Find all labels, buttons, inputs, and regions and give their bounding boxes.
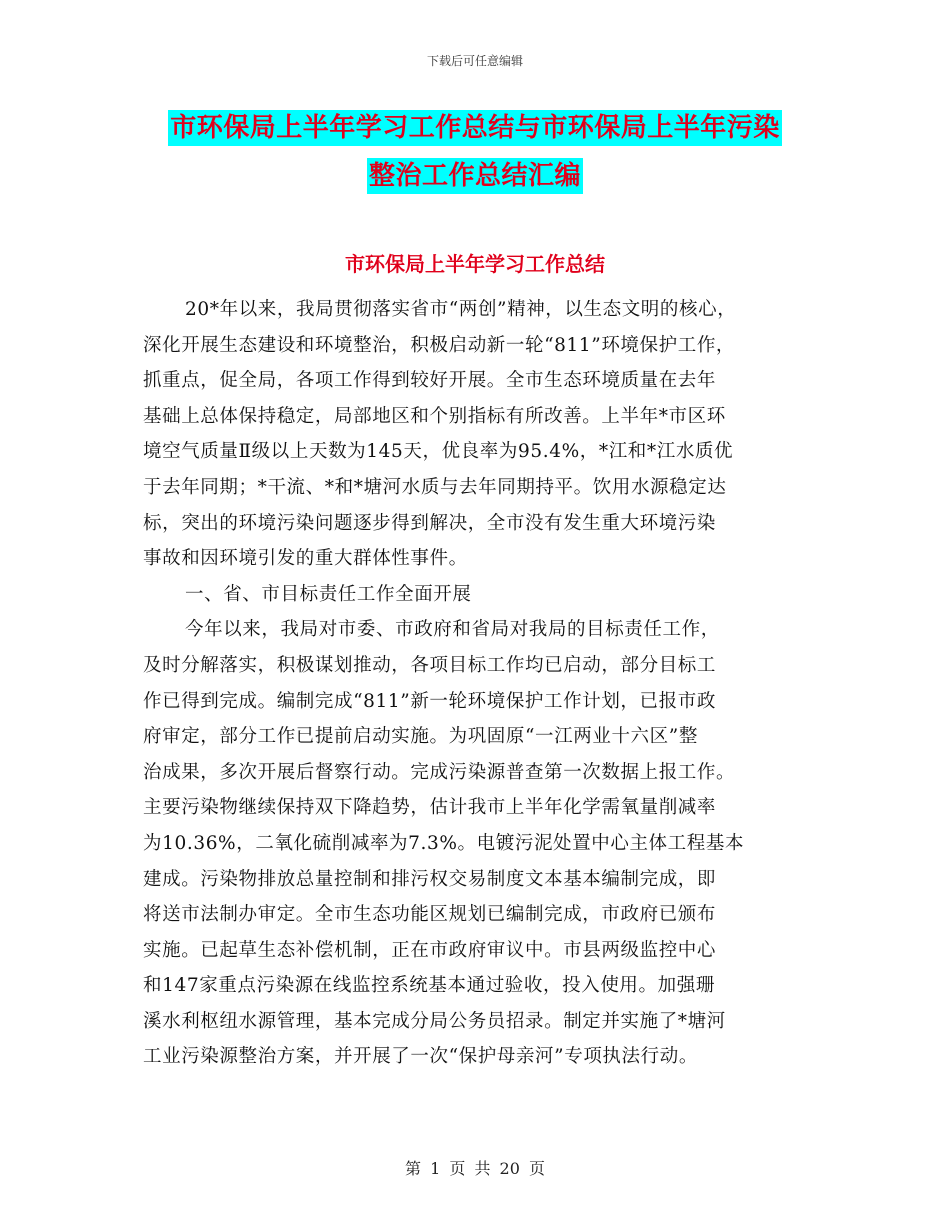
paragraph-line: 作已得到完成。编制完成“811”新一轮环境保护工作计划，已报市政 bbox=[143, 690, 716, 712]
paragraph-line: 建成。污染物排放总量控制和排污权交易制度文本基本编制完成，即 bbox=[143, 868, 717, 890]
paragraph-line: 治成果，多次开展后督察行动。完成污染源普查第一次数据上报工作。 bbox=[143, 761, 736, 783]
paragraph-line: 基础上总体保持稳定，局部地区和个别指标有所改善。上半年*市区环 bbox=[143, 405, 726, 427]
section-title: 市环保局上半年学习工作总结 bbox=[345, 252, 605, 276]
paragraph-line: 抓重点，促全局，各项工作得到较好开展。全市生态环境质量在去年 bbox=[143, 370, 717, 392]
subheading-line: 一、省、市目标责任工作全面开展 bbox=[185, 583, 472, 605]
title-line-2: 整治工作总结汇编 bbox=[367, 158, 583, 194]
paragraph-line: 今年以来，我局对市委、市政府和省局对我局的目标责任工作， bbox=[185, 619, 720, 641]
paragraph-line: 为10.36%，二氧化硫削减率为7.3%。电镀污泥处置中心主体工程基本 bbox=[143, 832, 745, 854]
paragraph-line: 实施。已起草生态补偿机制，正在市政府审议中。市县两级监控中心 bbox=[143, 939, 717, 961]
paragraph-line: 主要污染物继续保持双下降趋势，估计我市上半年化学需氧量削减率 bbox=[143, 797, 717, 819]
paragraph-line: 及时分解落实，积极谋划推动，各项目标工作均已启动，部分目标工 bbox=[143, 654, 717, 676]
paragraph-line: 将送市法制办审定。全市生态功能区规划已编制完成，市政府已颁布 bbox=[143, 904, 717, 926]
header-note: 下载后可任意编辑 bbox=[426, 54, 523, 68]
paragraph-line: 20*年以来，我局贯彻落实省市“两创”精神，以生态文明的核心， bbox=[185, 299, 737, 320]
paragraph-line: 标，突出的环境污染问题逐步得到解决，全市没有发生重大环境污染 bbox=[143, 512, 717, 534]
paragraph-line: 于去年同期；*干流、*和*塘河水质与去年同期持平。饮用水源稳定达 bbox=[143, 476, 727, 498]
body-text bbox=[143, 292, 833, 1075]
paragraph-line: 溪水利枢纽水源管理，基本完成分局公务员招录。制定并实施了*塘河 bbox=[143, 1010, 726, 1032]
title-line-1: 市环保局上半年学习工作总结与市环保局上半年污染 bbox=[168, 110, 782, 146]
paragraph-line: 府审定，部分工作已提前启动实施。为巩固原“一江两业十六区”整 bbox=[143, 726, 698, 748]
paragraph-line: 境空气质量Ⅱ级以上天数为145天，优良率为95.4%，*江和*江水质优 bbox=[143, 441, 734, 463]
paragraph-line: 事故和因环境引发的重大群体性事件。 bbox=[143, 548, 468, 570]
document-title bbox=[0, 110, 950, 194]
paragraph-line: 深化开展生态建设和环境整治，积极启动新一轮“811”环境保护工作， bbox=[143, 334, 736, 356]
page-number: 第 1 页 共 20 页 bbox=[405, 1159, 545, 1178]
paragraph-line: 工业污染源整治方案，并开展了一次“保护母亲河”专项执法行动。 bbox=[143, 1046, 698, 1068]
paragraph-line: 和147家重点污染源在线监控系统基本通过验收，投入使用。加强珊 bbox=[143, 975, 715, 997]
